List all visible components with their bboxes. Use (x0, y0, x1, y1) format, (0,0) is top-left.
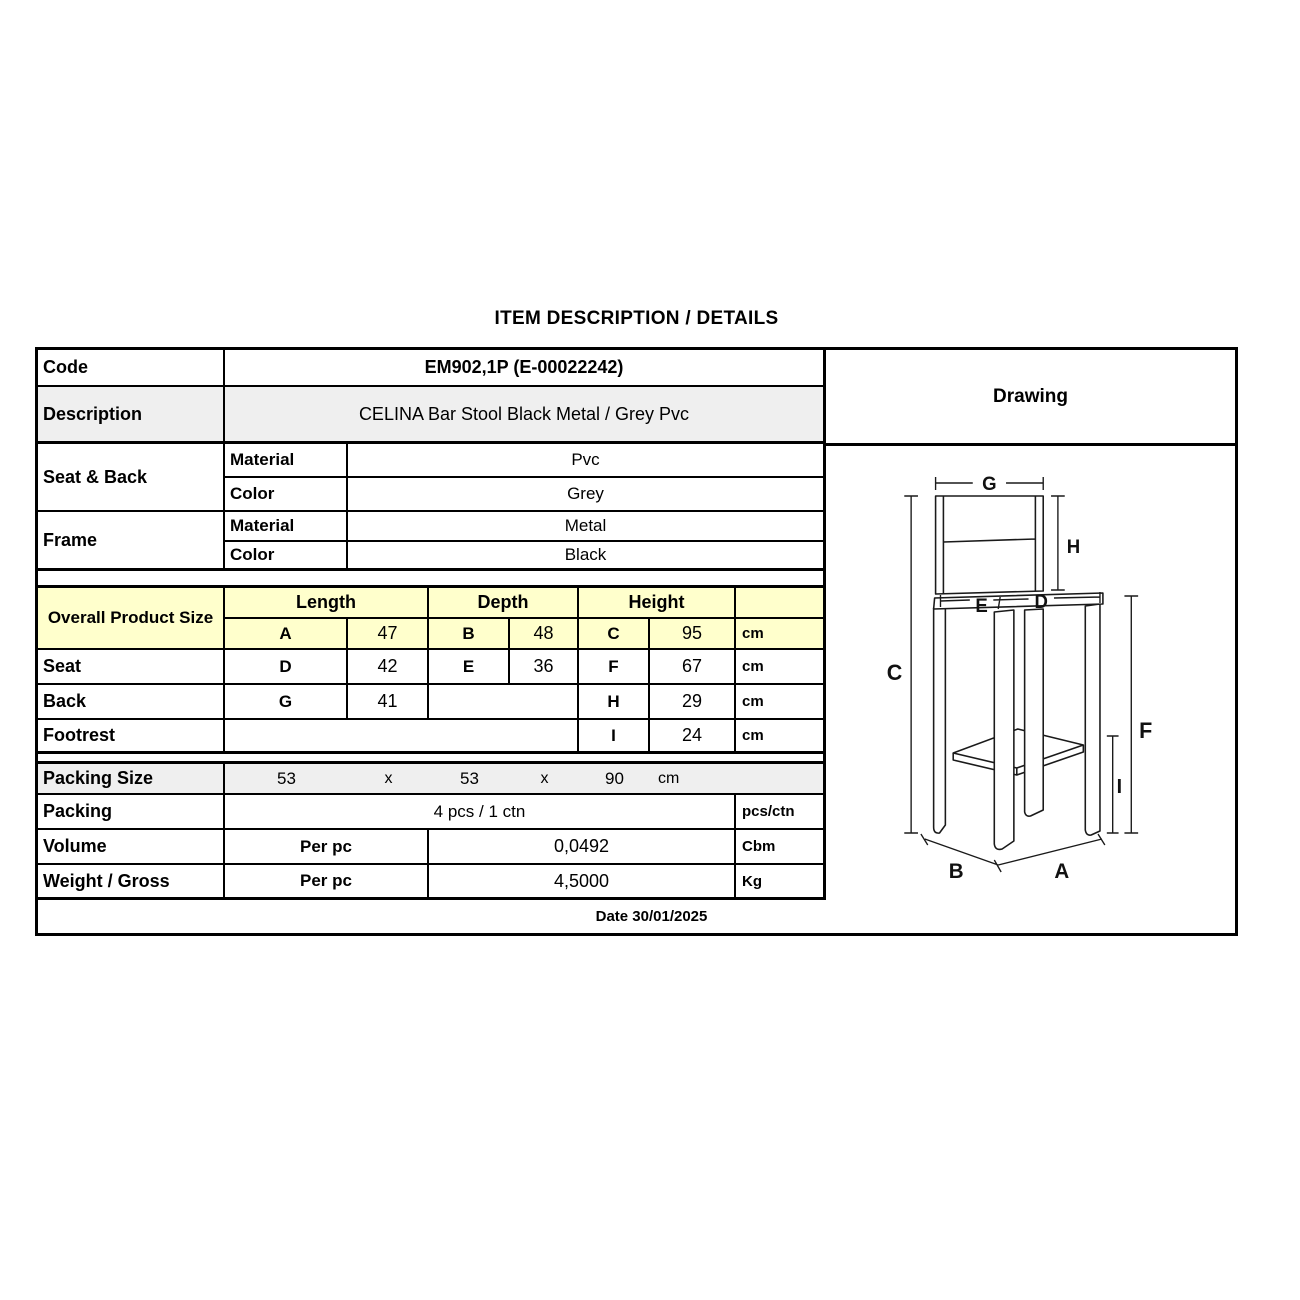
description-value: CELINA Bar Stool Black Metal / Grey Pvc (358, 403, 690, 424)
spec-table (35, 347, 1238, 936)
seat-back-material-row (225, 444, 823, 478)
packing-size-unit: cm (658, 769, 680, 787)
dim-value: 48 (510, 619, 579, 648)
dim-value: 47 (348, 619, 429, 648)
page-title: ITEM DESCRIPTION / DETAILS (494, 308, 779, 329)
dim-label-h: H (1066, 535, 1081, 558)
dim-letter: E (429, 650, 510, 683)
empty-cell (736, 764, 823, 793)
packing-size-x: x (540, 769, 549, 787)
packing-size-row (38, 764, 823, 795)
color-label: Color (225, 478, 348, 510)
dim-label-d: D (1034, 590, 1048, 613)
back-label: Back (38, 685, 225, 718)
spacer-row (38, 571, 823, 588)
overall-size-label: Overall Product Size (38, 588, 225, 648)
frame-label: Frame (38, 512, 225, 568)
code-row (38, 350, 823, 387)
dim-letter: C (579, 619, 650, 648)
length-header: Length (225, 588, 429, 617)
dim-label-a: A (1054, 859, 1070, 884)
overall-size-rows (225, 588, 823, 648)
weight-label: Weight / Gross (38, 865, 225, 897)
packing-size-value: 53 (460, 768, 479, 788)
volume-value: 0,0492 (429, 830, 736, 863)
dim-letter: B (429, 619, 510, 648)
date-row: Date 30/01/2025 (595, 908, 708, 925)
seat-back-color-value: Grey (567, 484, 604, 503)
packing-size-label: Packing Size (38, 764, 225, 793)
overall-size-section (38, 588, 823, 650)
frame-color-value: Black (564, 545, 607, 564)
spacer-row (38, 754, 823, 764)
stool-drawing (826, 446, 1235, 900)
footrest-row (38, 720, 823, 754)
dim-label-e: E (975, 594, 988, 617)
material-label: Material (225, 512, 348, 540)
seat-back-rows (225, 444, 823, 510)
dim-value: 41 (348, 685, 429, 718)
dim-value: 67 (650, 650, 736, 683)
unit-cell: cm (742, 727, 764, 744)
dim-value: 36 (510, 650, 579, 683)
seat-back-section (38, 444, 823, 512)
dim-value: 42 (348, 650, 429, 683)
packing-size-value: 90 (605, 768, 624, 788)
dim-value: 95 (650, 619, 736, 648)
footrest-label: Footrest (38, 720, 225, 751)
dim-label-c: C (886, 659, 903, 686)
dim-letter: I (579, 720, 650, 751)
frame-color-row (225, 542, 823, 568)
packing-value: 4 pcs / 1 ctn (225, 795, 736, 828)
depth-header: Depth (429, 588, 579, 617)
unit-cell: cm (742, 693, 764, 710)
empty-cell (225, 720, 579, 751)
dim-letter: D (225, 650, 348, 683)
volume-basis: Per pc (225, 830, 429, 863)
height-header: Height (579, 588, 736, 617)
unit-header (736, 588, 823, 617)
volume-row (38, 830, 823, 865)
size-header-row (225, 588, 823, 619)
packing-size-value: 53 (277, 768, 296, 788)
material-label: Material (225, 444, 348, 476)
seat-row (38, 650, 823, 685)
unit-cell: cm (742, 625, 764, 642)
seat-label: Seat (38, 650, 225, 683)
empty-cell (429, 685, 579, 718)
seat-back-material-value: Pvc (571, 450, 600, 469)
weight-value: 4,5000 (429, 865, 736, 897)
dim-letter: A (225, 619, 348, 648)
drawing-header: Drawing (826, 350, 1235, 446)
packing-unit: pcs/ctn (742, 803, 795, 820)
drawing-column (823, 350, 1235, 900)
volume-unit: Cbm (742, 838, 776, 855)
seat-back-label: Seat & Back (38, 444, 225, 510)
drawing-area (826, 446, 1235, 900)
dim-letter: H (579, 685, 650, 718)
packing-label: Packing (38, 795, 225, 828)
color-label: Color (225, 542, 348, 568)
packing-size-x: x (384, 769, 393, 787)
frame-rows (225, 512, 823, 568)
overall-values-row (225, 619, 823, 648)
packing-row (38, 795, 823, 830)
frame-material-row (225, 512, 823, 542)
main-columns (38, 350, 823, 900)
frame-material-value: Metal (564, 516, 607, 535)
dim-letter: F (579, 650, 650, 683)
dim-label-i: I (1116, 775, 1123, 799)
volume-label: Volume (38, 830, 225, 863)
dim-label-g: G (982, 472, 997, 495)
dim-letter: G (225, 685, 348, 718)
weight-unit: Kg (742, 872, 762, 890)
dim-label-b: B (948, 859, 964, 884)
seat-back-color-row (225, 478, 823, 510)
code-label: Code (38, 350, 225, 385)
frame-section (38, 512, 823, 571)
weight-row (38, 865, 823, 900)
description-row (38, 387, 823, 444)
unit-cell: cm (742, 658, 764, 675)
back-row (38, 685, 823, 720)
dim-value: 24 (650, 720, 736, 751)
dim-label-f: F (1139, 717, 1153, 744)
table-upper (38, 350, 1235, 900)
code-value: EM902,1P (E-00022242) (424, 357, 624, 377)
description-label: Description (38, 387, 225, 441)
weight-basis: Per pc (225, 865, 429, 897)
dim-value: 29 (650, 685, 736, 718)
